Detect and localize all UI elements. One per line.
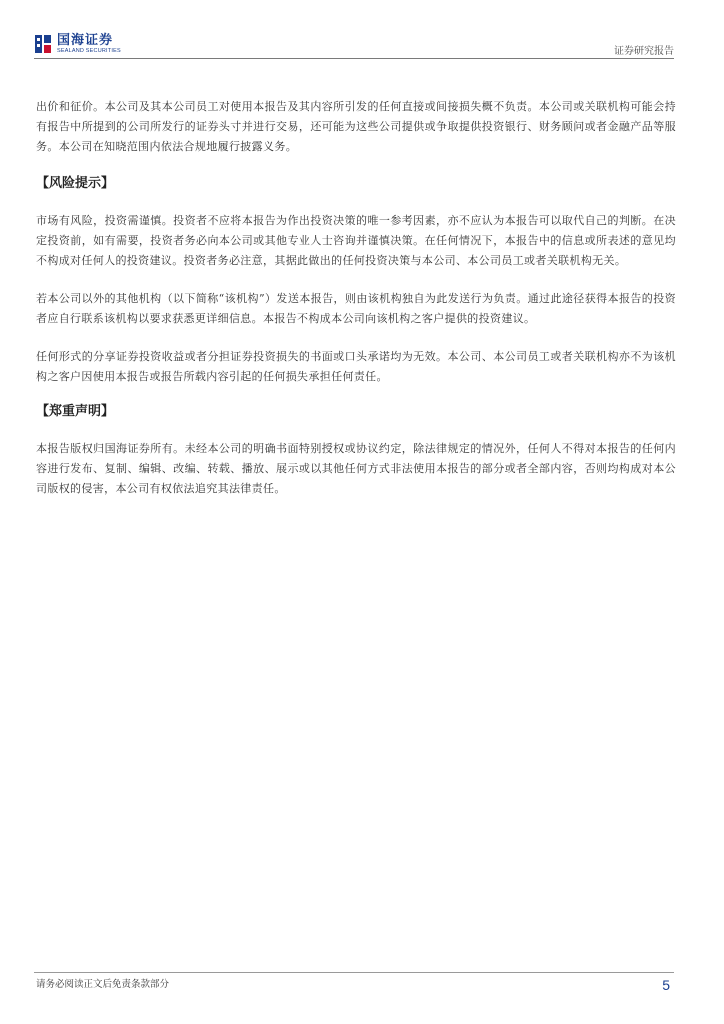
risk-paragraph-1: 市场有风险，投资需谨慎。投资者不应将本报告为作出投资决策的唯一参考因素，亦不应认为本报告可以取代自己的判断。在决定投资前，如有需要，投资者务必向本公司或其他专业人士咨询并谨慎决策。在任何情况下，本报告中的信息或所表述的意见均不构成对任何人的投资建议。投资者务必注意，其据此做出的任何投资决策与本公司、本公司员工或者关联机构无关。 — [36, 214, 676, 267]
page-header — [34, 30, 674, 58]
logo-chinese-name: 国海证券 — [57, 32, 114, 48]
logo-english-name: SEALAND SECURITIES — [57, 47, 121, 54]
report-type-label: 证券研究报告 — [614, 46, 674, 57]
sealand-logo-icon — [34, 33, 52, 55]
company-logo — [34, 32, 121, 56]
page-content — [36, 97, 676, 499]
page-number: 5 — [662, 977, 670, 993]
header-divider — [34, 58, 674, 59]
footer-divider — [34, 972, 674, 973]
footer-disclaimer-note: 请务必阅读正文后免责条款部分 — [36, 979, 170, 990]
intro-paragraph: 出价和征价。本公司及其本公司员工对使用本报告及其内容所引发的任何直接或间接损失概不负责。本公司或关联机构可能会持有报告中所提到的公司所发行的证券头寸并进行交易，还可能为这些公司提供或争取提供投资银行、财务顾问或者金融产品等服务。本公司在知晓范围内依法合规地履行披露义务。 — [36, 100, 676, 153]
statement-paragraph: 本报告版权归国海证券所有。未经本公司的明确书面特别授权或协议约定，除法律规定的情况外，任何人不得对本报告的任何内容进行发布、复制、编辑、改编、转载、播放、展示或以其他任何方式非法使用本报告的部分或者全部内容，否则均构成对本公司版权的侵害，本公司有权依法追究其法律责任。 — [36, 442, 676, 495]
risk-paragraph-2: 若本公司以外的其他机构（以下简称“该机构”）发送本报告，则由该机构独自为此发送行为负责。通过此途径获得本报告的投资者应自行联系该机构以要求获悉更详细信息。本报告不构成本公司向该机构之客户提供的投资建议。 — [36, 292, 676, 325]
statement-heading: 【郑重声明】 — [36, 404, 115, 419]
risk-heading: 【风险提示】 — [36, 176, 115, 191]
risk-paragraph-3: 任何形式的分享证券投资收益或者分担证券投资损失的书面或口头承诺均为无效。本公司、本公司员工或者关联机构亦不为该机构之客户因使用本报告或报告所载内容引起的任何损失承担任何责任。 — [36, 350, 676, 383]
